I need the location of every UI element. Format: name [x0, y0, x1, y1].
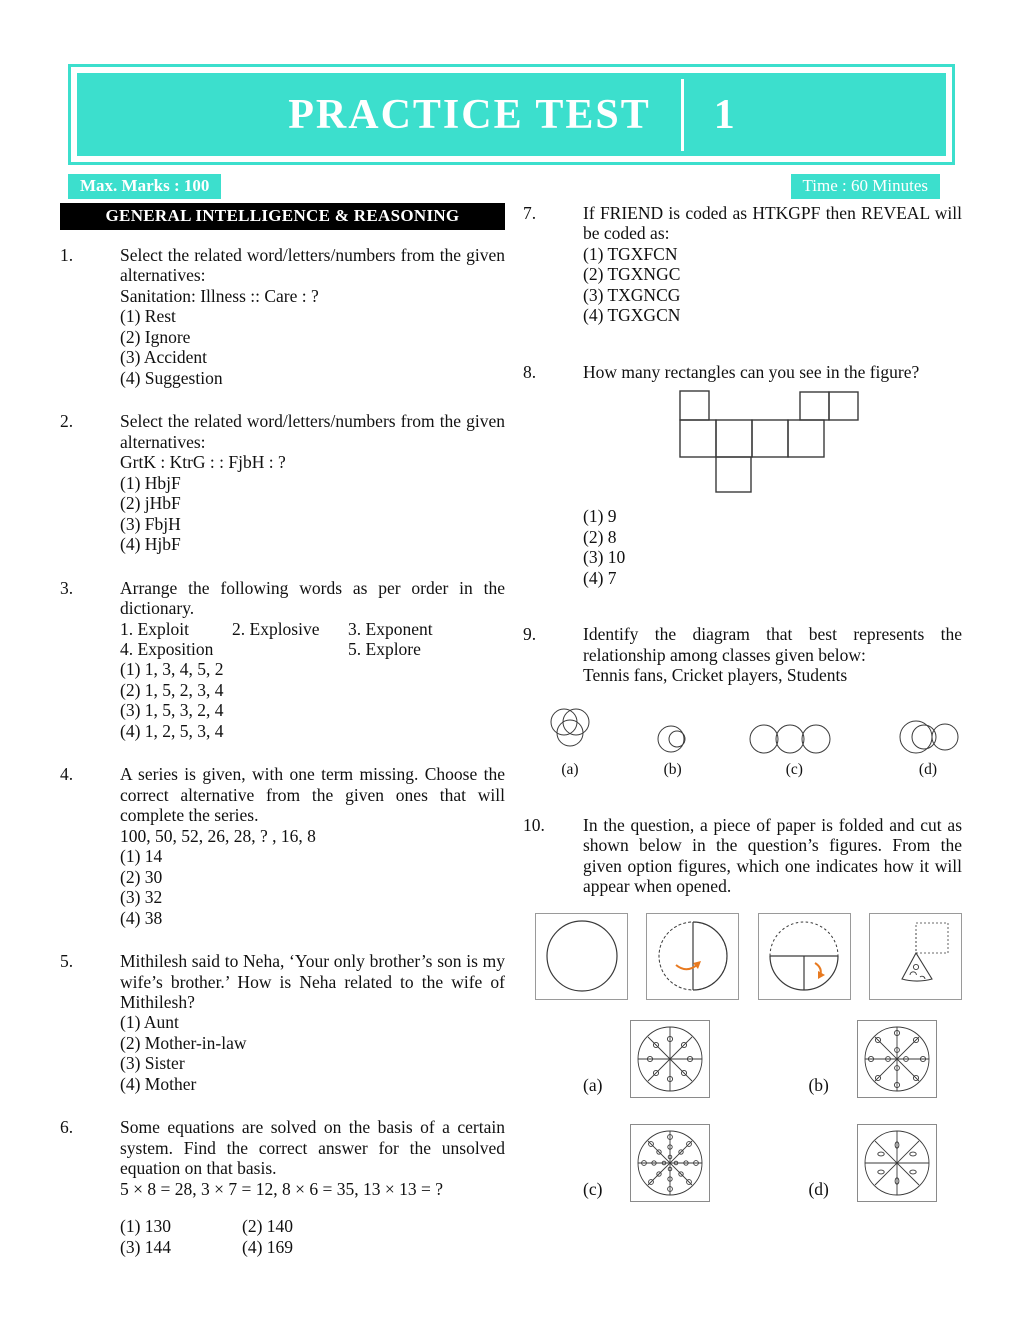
- option-1: (1) Rest: [120, 306, 176, 327]
- question-stem: GrtK : KtrG : : FjbH : ?: [120, 452, 286, 473]
- question-3: [60, 578, 505, 742]
- option-2: (2) TGXNGC: [583, 264, 681, 285]
- option-3: (3) Accident: [120, 347, 207, 368]
- option-3: (3) 1, 5, 3, 2, 4: [120, 700, 224, 721]
- max-marks-badge: Max. Marks : 100: [68, 174, 221, 199]
- q10-option-d-figure: [857, 1124, 937, 1202]
- question-text: Identify the diagram that best represents the relationship among classes given below:: [583, 624, 962, 665]
- diagram-label: (a): [561, 760, 579, 778]
- q9-diagram-row: [541, 706, 962, 779]
- venn-chain-icon: [746, 720, 842, 758]
- venn-mixed-icon: [894, 716, 962, 758]
- q9-diagram-d: [894, 716, 962, 779]
- q10-step-2-figure: [646, 913, 739, 1000]
- question-1: [60, 245, 505, 388]
- option-4: (4) 169: [242, 1236, 294, 1257]
- q10-option-d: [808, 1124, 936, 1202]
- option-3: (3) TXGNCG: [583, 284, 681, 305]
- question-text: Some equations are solved on the basis of a certain system. Find the correct answer for the unsolved equation on that basis.: [120, 1117, 505, 1179]
- question-9: [523, 624, 962, 779]
- q10-option-c: [583, 1124, 710, 1202]
- option-4: (4) HjbF: [120, 534, 181, 555]
- options-grid: [120, 1216, 390, 1257]
- q9-diagram-a: [541, 706, 599, 779]
- option-4: (4) Mother: [120, 1073, 197, 1094]
- option-1: (1) 130: [120, 1216, 172, 1237]
- question-number: 1.: [60, 245, 74, 265]
- q10-step-4-figure: [869, 913, 962, 1000]
- question-number: 6.: [60, 1117, 74, 1138]
- option-1: (1) Aunt: [120, 1012, 179, 1033]
- header-frame: [68, 64, 955, 165]
- word-item: 4. Exposition: [120, 638, 214, 659]
- question-stem: Tennis fans, Cricket players, Students: [583, 665, 848, 686]
- option-1: (1) 1, 3, 4, 5, 2: [120, 659, 224, 680]
- header-divider: [681, 79, 684, 151]
- word-item: 3. Exponent: [348, 618, 433, 639]
- option-label: (a): [583, 1075, 603, 1096]
- question-number: 3.: [60, 577, 74, 598]
- option-2: (2) Mother-in-law: [120, 1032, 247, 1053]
- q10-option-b: [808, 1020, 936, 1098]
- option-1: (1) TGXFCN: [583, 243, 678, 264]
- question-stem: 5 × 8 = 28, 3 × 7 = 12, 8 × 6 = 35, 13 × 13 = ?: [120, 1178, 443, 1199]
- question-5: [60, 951, 505, 1094]
- question-2: [60, 411, 505, 554]
- venn-three-overlap-icon: [541, 706, 599, 758]
- question-stem: 100, 50, 52, 26, 28, ? , 16, 8: [120, 825, 316, 846]
- question-text: If FRIEND is coded as HTKGPF then REVEAL will be coded as:: [583, 203, 962, 244]
- word-list: [120, 619, 505, 660]
- option-1: (1) 14: [120, 846, 163, 867]
- option-1: (1) HbjF: [120, 472, 181, 493]
- diagram-label: (b): [663, 760, 682, 778]
- option-4: (4) 7: [583, 567, 617, 588]
- right-column: [523, 203, 962, 1280]
- diagram-label: (d): [918, 760, 937, 778]
- q9-diagram-b: [651, 720, 695, 779]
- question-text: A series is given, with one term missing. Choose the correct alternative from the given ones that will complete the series.: [120, 764, 505, 826]
- q10-option-a-figure: [630, 1020, 710, 1098]
- word-item: 2. Explosive: [232, 618, 320, 639]
- question-number: 2.: [60, 411, 74, 432]
- option-2: (2) 1, 5, 2, 3, 4: [120, 679, 224, 700]
- option-4: (4) Suggestion: [120, 367, 223, 388]
- question-number: 7.: [523, 203, 537, 223]
- question-text: Select the related word/letters/numbers from the given alternatives:: [120, 245, 505, 286]
- question-columns: [60, 203, 962, 1280]
- venn-inner-circle-icon: [651, 720, 695, 758]
- question-10: [523, 815, 962, 1202]
- q10-option-grid: [583, 1020, 962, 1202]
- question-text: Select the related word/letters/numbers from the given alternatives:: [120, 411, 505, 452]
- option-2: (2) 30: [120, 866, 163, 887]
- question-6: [60, 1117, 505, 1257]
- question-7: [523, 203, 962, 326]
- question-text: Arrange the following words as per order in the dictionary.: [120, 577, 505, 619]
- q10-step-3-figure: [758, 913, 851, 1000]
- q10-option-c-figure: [630, 1124, 710, 1202]
- question-4: [60, 764, 505, 928]
- question-number: 10.: [523, 814, 545, 835]
- option-3: (3) 10: [583, 547, 626, 568]
- option-4: (4) TGXGCN: [583, 305, 681, 326]
- q10-question-figure-row: [535, 913, 962, 1000]
- diagram-label: (c): [785, 760, 803, 778]
- option-4: (4) 38: [120, 907, 163, 928]
- option-3: (3) 144: [120, 1236, 172, 1257]
- option-2: (2) 8: [583, 526, 617, 547]
- test-number: 1: [713, 91, 735, 138]
- question-text: In the question, a piece of paper is folded and cut as shown below in the question’s figures. From the given option figures, which one indicates how it will appear when opened.: [583, 814, 962, 897]
- option-4: (4) 1, 2, 5, 3, 4: [120, 720, 224, 741]
- word-item: 5. Explore: [348, 638, 421, 659]
- q10-option-a: [583, 1020, 710, 1098]
- q10-option-b-figure: [857, 1020, 937, 1098]
- option-2: (2) jHbF: [120, 493, 181, 514]
- question-number: 9.: [523, 624, 537, 645]
- option-2: (2) Ignore: [120, 326, 191, 347]
- question-number: 4.: [60, 764, 74, 785]
- q10-step-1-figure: [535, 913, 628, 1000]
- left-column: [60, 203, 505, 1280]
- option-label: (d): [808, 1179, 829, 1200]
- q8-rectangles-figure: [679, 390, 962, 496]
- question-number: 5.: [60, 951, 74, 972]
- section-banner: GENERAL INTELLIGENCE & REASONING: [60, 203, 505, 230]
- question-number: 8.: [523, 361, 537, 382]
- option-3: (3) FbjH: [120, 513, 181, 534]
- word-item: 1. Exploit: [120, 618, 190, 639]
- page-title: PRACTICE TEST: [288, 91, 651, 138]
- option-3: (3) Sister: [120, 1053, 185, 1074]
- option-2: (2) 140: [242, 1216, 294, 1237]
- header-banner: [77, 73, 946, 156]
- question-8: [523, 362, 962, 588]
- option-label: (c): [583, 1179, 603, 1200]
- q9-diagram-c: [746, 720, 842, 779]
- option-3: (3) 32: [120, 887, 163, 908]
- option-1: (1) 9: [583, 506, 617, 527]
- question-text: Mithilesh said to Neha, ‘Your only brother’s son is my wife’s brother.’ How is Neha related to the wife of Mithilesh?: [120, 951, 505, 1012]
- question-text: How many rectangles can you see in the figure?: [583, 361, 920, 382]
- option-label: (b): [808, 1075, 829, 1096]
- time-badge: Time : 60 Minutes: [791, 174, 940, 199]
- question-stem: Sanitation: Illness :: Care : ?: [120, 285, 319, 306]
